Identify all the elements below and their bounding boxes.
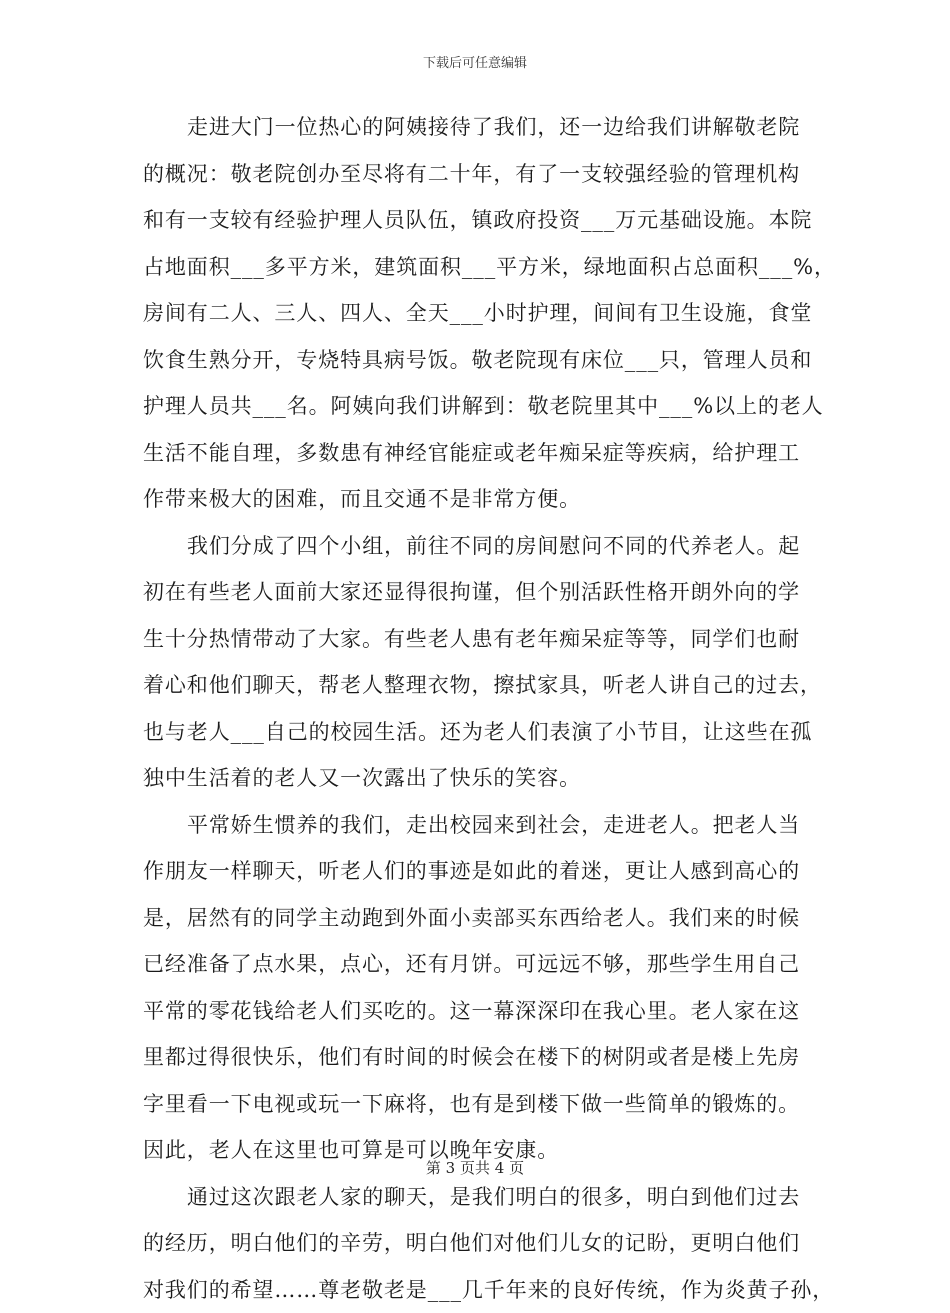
- text-line: 走进大门一位热心的阿姨接待了我们，还一边给我们讲解敬老院: [143, 104, 819, 151]
- page-footer: 第 3 页共 4 页: [0, 1157, 950, 1178]
- text-line: 平常娇生惯养的我们，走出校园来到社会，走进老人。把老人当: [143, 802, 819, 849]
- text-line: 我们分成了四个小组，前往不同的房间慰问不同的代养老人。起: [143, 523, 819, 570]
- text-line: 和有一支较有经验护理人员队伍，镇政府投资___万元基础设施。本院: [143, 197, 819, 244]
- text-line: 平常的零花钱给老人们买吃的。这一幕深深印在我心里。老人家在这: [143, 988, 819, 1035]
- text-line: 着心和他们聊天，帮老人整理衣物，擦拭家具，听老人讲自己的过去，: [143, 662, 819, 709]
- text-line: 是，居然有的同学主动跑到外面小卖部买东西给老人。我们来的时候: [143, 895, 819, 942]
- text-line: 的经历，明白他们的辛劳，明白他们对他们儿女的记盼，更明白他们: [143, 1220, 819, 1267]
- text-line: 饮食生熟分开，专烧特具病号饭。敬老院现有床位___只，管理人员和: [143, 337, 819, 384]
- text-line: 房间有二人、三人、四人、全天___小时护理，间间有卫生设施，食堂: [143, 290, 819, 337]
- text-line: 生十分热情带动了大家。有些老人患有老年痴呆症等等，同学们也耐: [143, 616, 819, 663]
- text-line: 护理人员共___名。阿姨向我们讲解到：敬老院里其中___%以上的老人: [143, 383, 819, 430]
- text-line: 因此，老人在这里也可算是可以晚年安康。: [143, 1127, 819, 1174]
- text-line: 独中生活着的老人又一次露出了快乐的笑容。: [143, 755, 819, 802]
- text-line: 作朋友一样聊天，听老人们的事迹是如此的着迷，更让人感到高心的: [143, 848, 819, 895]
- text-line: 已经准备了点水果，点心，还有月饼。可远远不够，那些学生用自己: [143, 941, 819, 988]
- text-line: 作带来极大的困难，而且交通不是非常方便。: [143, 476, 819, 523]
- text-line: 也与老人___自己的校园生活。还为老人们表演了小节目，让这些在孤: [143, 709, 819, 756]
- text-line: 对我们的希望……尊老敬老是___几千年来的良好传统，作为炎黄子孙，: [143, 1267, 819, 1313]
- text-line: 生活不能自理，多数患有神经官能症或老年痴呆症等疾病，给护理工: [143, 430, 819, 477]
- text-line: 初在有些老人面前大家还显得很拘谨，但个别活跃性格开朗外向的学: [143, 569, 819, 616]
- text-line: 里都过得很快乐，他们有时间的时候会在楼下的树阴或者是楼上先房: [143, 1034, 819, 1081]
- text-line: 的概况：敬老院创办至尽将有二十年，有了一支较强经验的管理机构: [143, 151, 819, 198]
- text-line: 字里看一下电视或玩一下麻将，也有是到楼下做一些简单的锻炼的。: [143, 1081, 819, 1128]
- document-body: [143, 104, 819, 1313]
- text-line: 通过这次跟老人家的聊天，是我们明白的很多，明白到他们过去: [143, 1174, 819, 1221]
- text-line: 占地面积___多平方米，建筑面积___平方米，绿地面积占总面积___%，: [143, 244, 819, 291]
- page-header: 下载后可任意编辑: [0, 52, 950, 71]
